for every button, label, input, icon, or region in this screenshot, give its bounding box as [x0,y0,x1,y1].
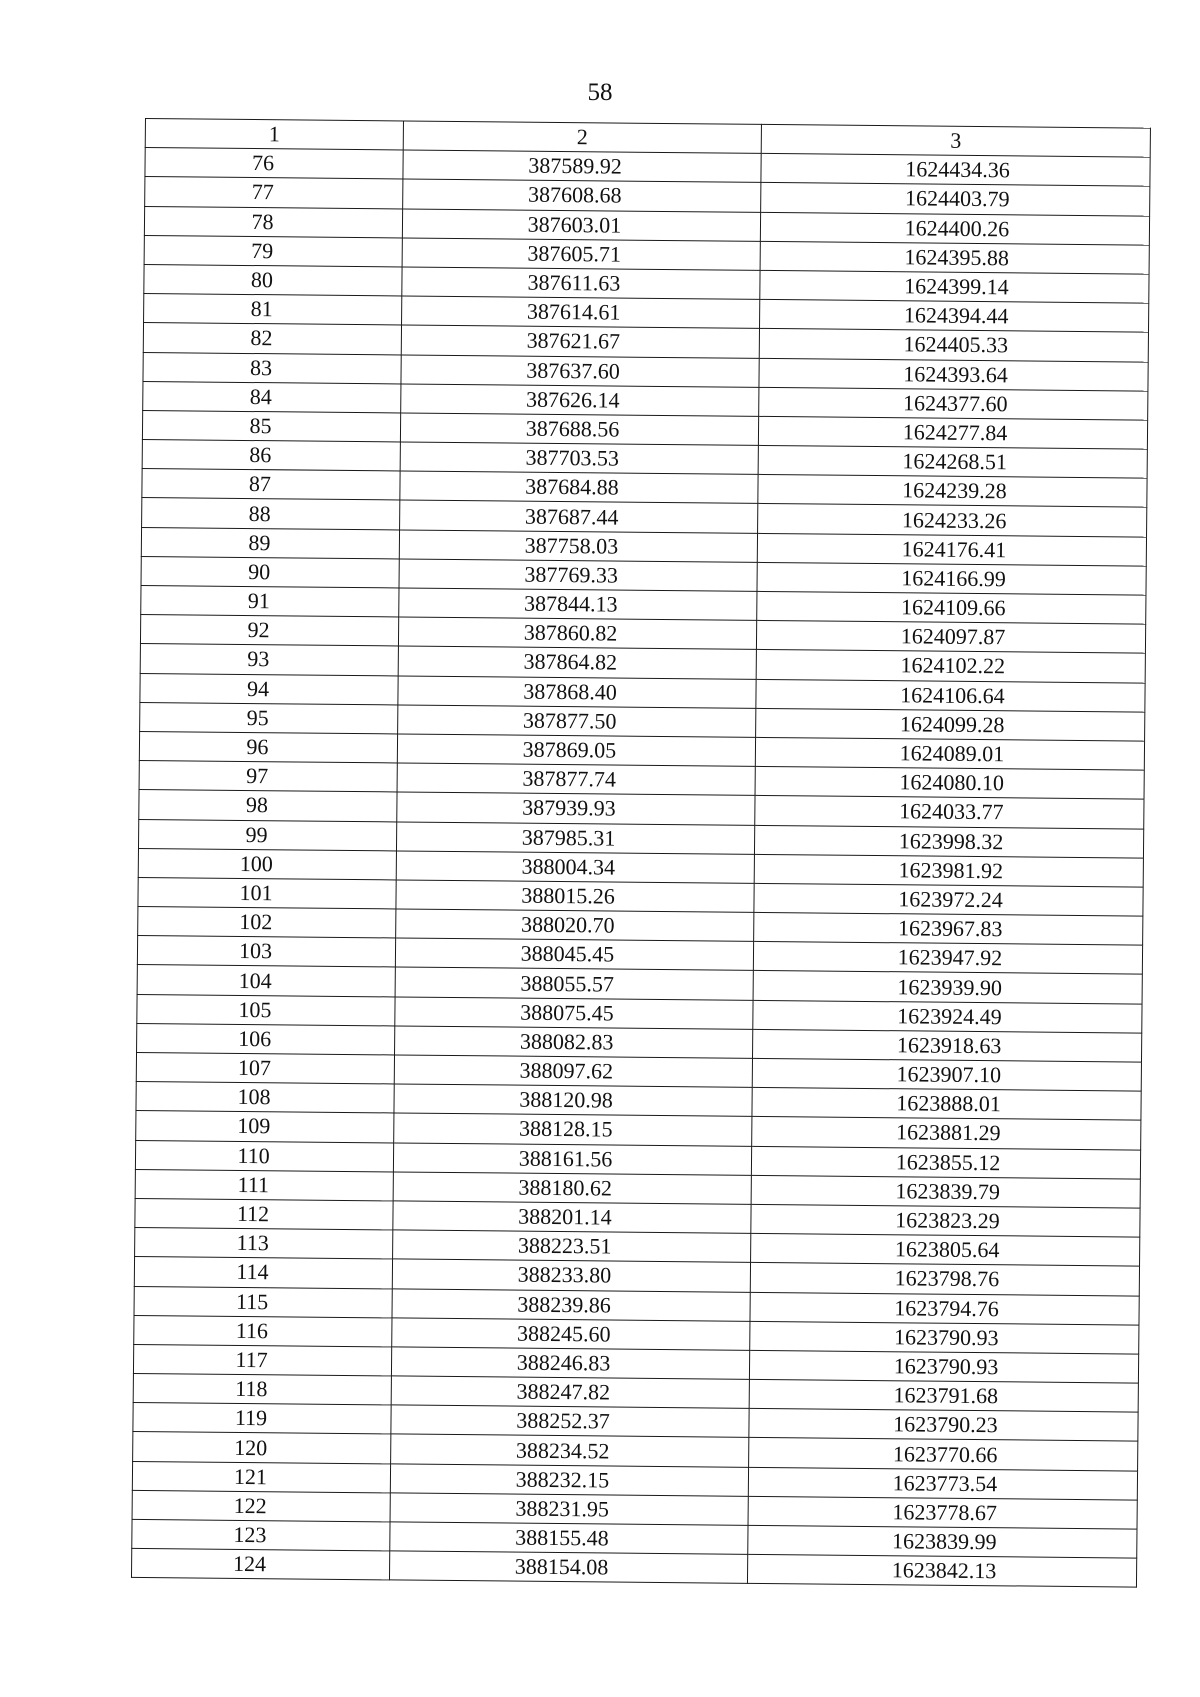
y-coordinate-cell: 1623791.68 [749,1379,1138,1412]
x-coordinate-cell: 387608.68 [403,179,761,212]
x-coordinate-cell: 388155.48 [390,1522,748,1555]
x-coordinate-cell: 388246.83 [391,1347,749,1380]
point-number-cell: 90 [141,556,399,588]
point-number-cell: 85 [142,410,400,442]
y-coordinate-cell: 1624268.51 [758,445,1147,478]
y-coordinate-cell: 1623805.64 [751,1233,1140,1266]
point-number-cell: 119 [133,1403,391,1435]
x-coordinate-cell: 387621.67 [401,325,759,358]
point-number-cell: 98 [139,790,397,822]
x-coordinate-cell: 388245.60 [392,1318,750,1351]
x-coordinate-cell: 388247.82 [391,1376,749,1409]
point-number-cell: 113 [135,1228,393,1260]
x-coordinate-cell: 387703.53 [400,442,758,475]
x-coordinate-cell: 388234.52 [391,1434,749,1467]
y-coordinate-cell: 1624176.41 [757,533,1146,566]
x-coordinate-cell: 387758.03 [399,530,757,563]
x-coordinate-cell: 387844.13 [399,588,757,621]
x-coordinate-cell: 387611.63 [402,267,760,300]
x-coordinate-cell: 387860.82 [398,617,756,650]
point-number-cell: 96 [139,731,397,763]
point-number-cell: 89 [141,527,399,559]
x-coordinate-cell: 387864.82 [398,646,756,679]
x-coordinate-cell: 387868.40 [398,676,756,709]
y-coordinate-cell: 1623881.29 [752,1117,1141,1150]
point-number-cell: 105 [137,994,395,1026]
point-number-cell: 77 [145,177,403,209]
y-coordinate-cell: 1623823.29 [751,1204,1140,1237]
point-number-cell: 102 [138,907,396,939]
y-coordinate-cell: 1623888.01 [752,1088,1141,1121]
point-number-cell: 114 [134,1257,392,1289]
y-coordinate-cell: 1624106.64 [756,679,1145,712]
y-coordinate-cell: 1623773.54 [748,1467,1137,1500]
x-coordinate-cell: 388161.56 [393,1142,751,1175]
x-coordinate-cell: 388231.95 [390,1493,748,1526]
point-number-cell: 92 [140,615,398,647]
x-coordinate-cell: 387877.50 [398,705,756,738]
x-coordinate-cell: 387985.31 [396,821,754,854]
x-coordinate-cell: 388232.15 [390,1464,748,1497]
x-coordinate-cell: 388015.26 [396,880,754,913]
point-number-cell: 112 [135,1198,393,1230]
y-coordinate-cell: 1623939.90 [753,971,1142,1004]
y-coordinate-cell: 1624109.66 [757,591,1146,624]
point-number-cell: 101 [138,877,396,909]
x-coordinate-cell: 387605.71 [402,238,760,271]
y-coordinate-cell: 1624277.84 [758,416,1147,449]
coordinates-table [131,118,1151,1588]
x-coordinate-cell: 388045.45 [395,938,753,971]
point-number-cell: 91 [141,585,399,617]
x-coordinate-cell: 388201.14 [393,1201,751,1234]
y-coordinate-cell: 1623918.63 [753,1029,1142,1062]
x-coordinate-cell: 387688.56 [400,413,758,446]
point-number-cell: 76 [145,148,403,180]
y-coordinate-cell: 1623790.93 [749,1350,1138,1383]
y-coordinate-cell: 1624033.77 [755,796,1144,829]
y-coordinate-cell: 1623778.67 [748,1496,1137,1529]
column-header-x: 2 [403,121,761,154]
point-number-cell: 99 [138,819,396,851]
point-number-cell: 106 [137,1023,395,1055]
y-coordinate-cell: 1624080.10 [755,767,1144,800]
y-coordinate-cell: 1623967.83 [754,912,1143,945]
table-body [131,148,1150,1588]
point-number-cell: 107 [136,1052,394,1084]
point-number-cell: 116 [134,1315,392,1347]
y-coordinate-cell: 1624395.88 [760,241,1149,274]
y-coordinate-cell: 1623998.32 [754,825,1143,858]
y-coordinate-cell: 1624097.87 [756,621,1145,654]
point-number-cell: 118 [133,1374,391,1406]
y-coordinate-cell: 1624166.99 [757,562,1146,595]
point-number-cell: 82 [143,323,401,355]
point-number-cell: 97 [139,761,397,793]
y-coordinate-cell: 1623924.49 [753,1000,1142,1033]
point-number-cell: 93 [140,644,398,676]
y-coordinate-cell: 1623790.23 [749,1409,1138,1442]
y-coordinate-cell: 1624377.60 [759,387,1148,420]
x-coordinate-cell: 388180.62 [393,1172,751,1205]
y-coordinate-cell: 1623839.99 [748,1525,1137,1558]
x-coordinate-cell: 387603.01 [402,209,760,242]
y-coordinate-cell: 1623855.12 [751,1146,1140,1179]
x-coordinate-cell: 387869.05 [397,734,755,767]
point-number-cell: 115 [134,1286,392,1318]
point-number-cell: 79 [144,235,402,267]
y-coordinate-cell: 1624089.01 [755,737,1144,770]
point-number-cell: 109 [136,1111,394,1143]
x-coordinate-cell: 388252.37 [391,1405,749,1438]
y-coordinate-cell: 1624233.26 [758,504,1147,537]
x-coordinate-cell: 388082.83 [395,1026,753,1059]
x-coordinate-cell: 388233.80 [392,1259,750,1292]
point-number-cell: 100 [138,848,396,880]
x-coordinate-cell: 388239.86 [392,1288,750,1321]
point-number-cell: 86 [142,440,400,472]
x-coordinate-cell: 388020.70 [396,909,754,942]
y-coordinate-cell: 1624394.44 [760,300,1149,333]
x-coordinate-cell: 387626.14 [401,384,759,417]
y-coordinate-cell: 1624405.33 [759,329,1148,362]
point-number-cell: 78 [144,206,402,238]
y-coordinate-cell: 1624102.22 [756,650,1145,683]
y-coordinate-cell: 1624239.28 [758,475,1147,508]
column-header-point-number: 1 [145,119,403,151]
point-number-cell: 122 [132,1490,390,1522]
x-coordinate-cell: 387687.44 [400,500,758,533]
x-coordinate-cell: 388128.15 [394,1113,752,1146]
y-coordinate-cell: 1624099.28 [756,708,1145,741]
point-number-cell: 95 [140,702,398,734]
point-number-cell: 88 [142,498,400,530]
y-coordinate-cell: 1623770.66 [749,1438,1138,1471]
point-number-cell: 103 [137,936,395,968]
x-coordinate-cell: 387769.33 [399,559,757,592]
point-number-cell: 80 [144,264,402,296]
x-coordinate-cell: 387877.74 [397,763,755,796]
y-coordinate-cell: 1623842.13 [747,1555,1136,1588]
x-coordinate-cell: 387939.93 [397,792,755,825]
y-coordinate-cell: 1623947.92 [753,942,1142,975]
x-coordinate-cell: 388097.62 [394,1055,752,1088]
point-number-cell: 110 [135,1140,393,1172]
y-coordinate-cell: 1624399.14 [760,270,1149,303]
page-number: 58 [587,79,613,106]
y-coordinate-cell: 1623798.76 [750,1263,1139,1296]
y-coordinate-cell: 1624400.26 [760,212,1149,245]
point-number-cell: 120 [133,1432,391,1464]
point-number-cell: 87 [142,469,400,501]
point-number-cell: 94 [140,673,398,705]
x-coordinate-cell: 388055.57 [395,967,753,1000]
column-header-y: 3 [761,124,1150,157]
x-coordinate-cell: 387684.88 [400,471,758,504]
x-coordinate-cell: 387589.92 [403,150,761,183]
y-coordinate-cell: 1624393.64 [759,358,1148,391]
y-coordinate-cell: 1623790.93 [750,1321,1139,1354]
y-coordinate-cell: 1623907.10 [752,1058,1141,1091]
x-coordinate-cell: 388120.98 [394,1084,752,1117]
y-coordinate-cell: 1623972.24 [754,883,1143,916]
point-number-cell: 108 [136,1082,394,1114]
x-coordinate-cell: 388075.45 [395,997,753,1030]
x-coordinate-cell: 388004.34 [396,851,754,884]
point-number-cell: 81 [144,294,402,326]
point-number-cell: 84 [143,381,401,413]
x-coordinate-cell: 387614.61 [402,296,760,329]
x-coordinate-cell: 388223.51 [393,1230,751,1263]
point-number-cell: 117 [133,1344,391,1376]
point-number-cell: 123 [132,1519,390,1551]
point-number-cell: 124 [131,1549,389,1581]
y-coordinate-cell: 1624434.36 [761,154,1150,187]
x-coordinate-cell: 387637.60 [401,354,759,387]
point-number-cell: 104 [137,965,395,997]
point-number-cell: 121 [132,1461,390,1493]
y-coordinate-cell: 1624403.79 [761,183,1150,216]
y-coordinate-cell: 1623794.76 [750,1292,1139,1325]
y-coordinate-cell: 1623839.79 [751,1175,1140,1208]
x-coordinate-cell: 388154.08 [389,1551,747,1584]
point-number-cell: 111 [135,1169,393,1201]
point-number-cell: 83 [143,352,401,384]
y-coordinate-cell: 1623981.92 [754,854,1143,887]
